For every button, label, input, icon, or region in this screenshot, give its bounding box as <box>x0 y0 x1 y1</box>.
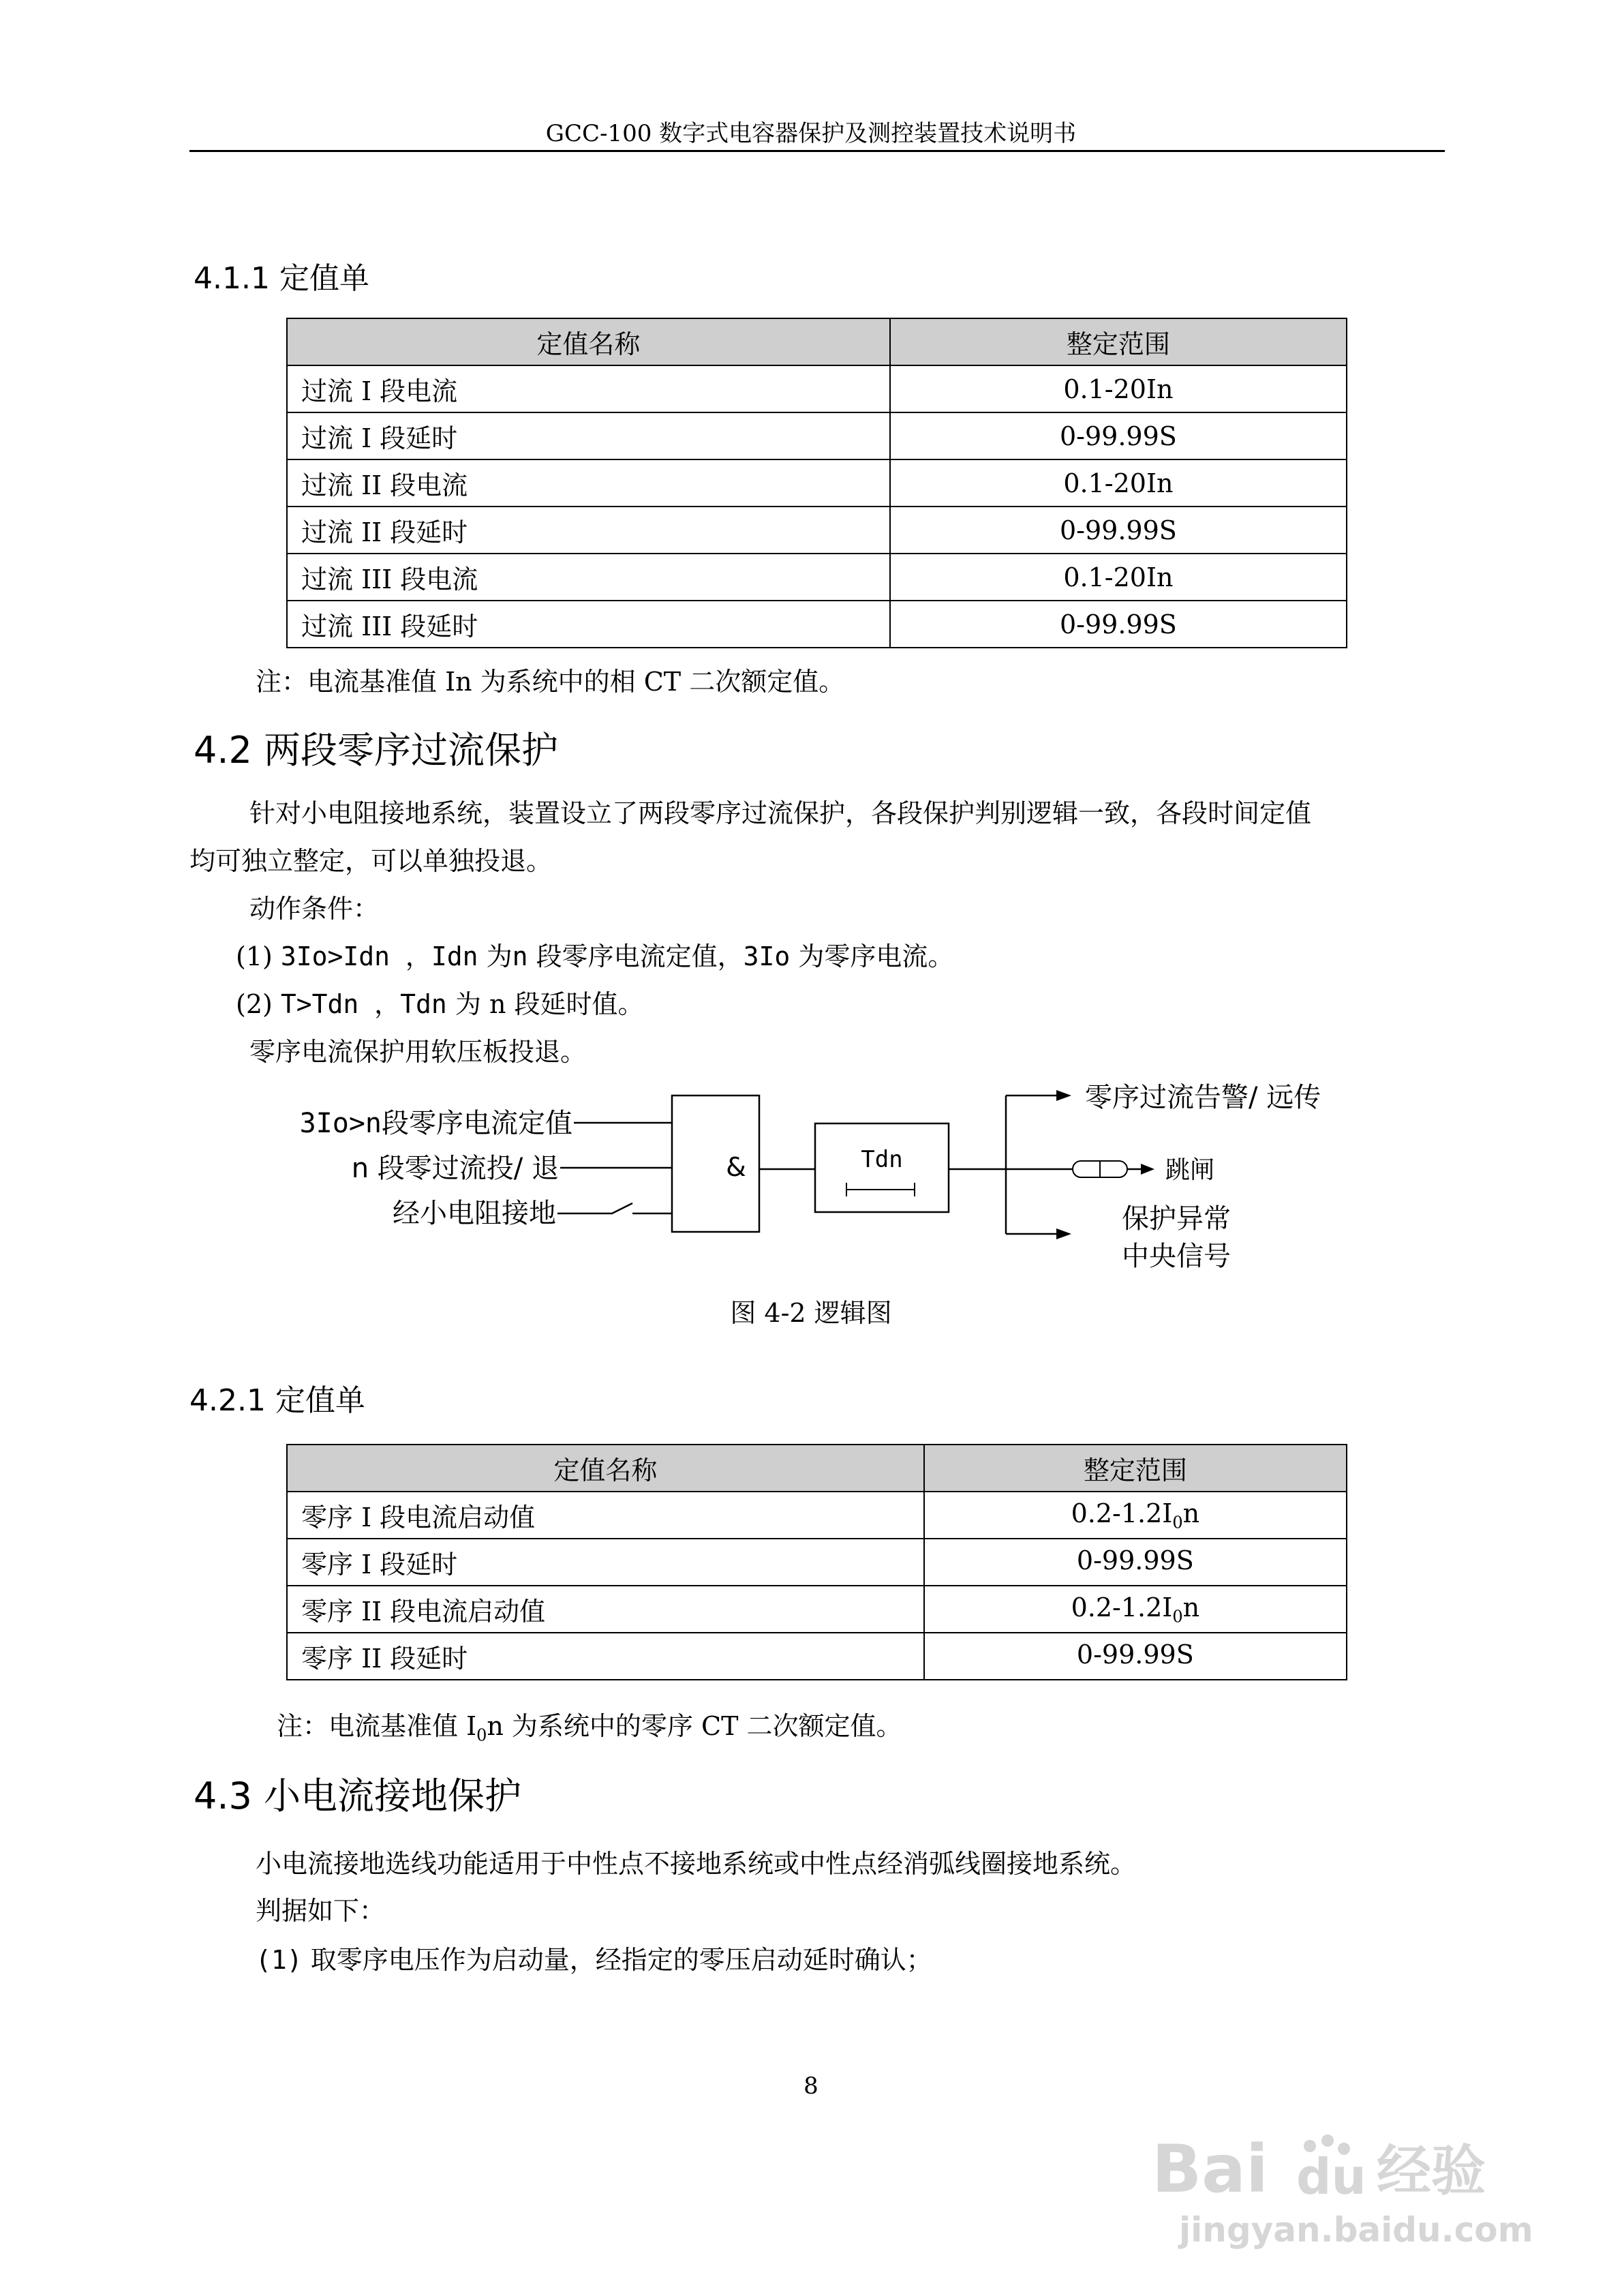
setting-range: 0.1-20In <box>890 554 1347 601</box>
timer-label: Tdn <box>861 1146 903 1173</box>
item-number: (1) <box>256 1945 303 1975</box>
paragraph-line: 小电流接地选线功能适用于中性点不接地系统或中性点经消弧线圈接地系统。 <box>256 1849 1137 1879</box>
condition-text: 为 <box>478 941 512 971</box>
table-row <box>287 412 1347 459</box>
running-header: GCC-100 数字式电容器保护及测控装置技术说明书 <box>545 120 1077 147</box>
setting-range: 0-99.99S <box>890 412 1347 459</box>
switch-contact <box>557 1203 632 1213</box>
svg-text:经验: 经验 <box>1377 2139 1486 2203</box>
logic-diagram <box>259 1081 1363 1285</box>
paragraph-line: 均可独立整定，可以单独投退。 <box>189 846 553 876</box>
criteria-title: 判据如下： <box>256 1896 386 1926</box>
table-row <box>287 1492 1347 1539</box>
table-header-row <box>287 318 1347 365</box>
section-4-3-heading: 4.3 小电流接地保护 <box>194 1774 522 1817</box>
table-header-row <box>287 1445 1347 1492</box>
condition-1 <box>236 941 953 973</box>
table-row <box>287 1539 1347 1586</box>
condition-2 <box>236 989 644 1021</box>
arrow-icon <box>1056 1228 1071 1239</box>
setting-name: 过流 II 段延时 <box>287 507 890 554</box>
setting-name: 过流 III 段电流 <box>287 554 890 601</box>
table-row <box>287 459 1347 507</box>
condition-symbol: 3Io <box>743 941 791 971</box>
setting-name: 零序 I 段电流启动值 <box>287 1492 924 1539</box>
paw-icon <box>1321 2134 1334 2147</box>
setting-name: 过流 III 段延时 <box>287 601 890 648</box>
svg-text:Bai: Bai <box>1152 2131 1268 2207</box>
setting-range: $0.2-1.2I_0n$ <box>924 1586 1347 1633</box>
watermark-url: jingyan.baidu.com <box>1179 2210 1533 2250</box>
setting-name: 过流 II 段电流 <box>287 459 890 507</box>
column-header-range: 整定范围 <box>890 318 1347 365</box>
section-4-2-heading: 4.2 两段零序过流保护 <box>194 729 559 772</box>
figure-caption: 图 4-2 逻辑图 <box>730 1298 892 1328</box>
condition-number: (1) <box>236 941 281 971</box>
setting-range: 0.1-20In <box>890 459 1347 507</box>
setting-range: 0.1-20In <box>890 365 1347 412</box>
column-header-name: 定值名称 <box>287 318 890 365</box>
and-gate-label: & <box>726 1152 746 1182</box>
criteria-item-1 <box>256 1945 932 1976</box>
table-row <box>287 554 1347 601</box>
input-label-resistor-grounding: 经小电阻接地 <box>393 1198 556 1229</box>
section-4-1-1-heading: 4.1.1 定值单 <box>194 261 369 296</box>
column-header-name: 定值名称 <box>287 1445 924 1492</box>
arrow-icon <box>1056 1090 1071 1101</box>
header-rule <box>189 150 1445 152</box>
baidu-jingyan-watermark <box>1152 2120 1561 2256</box>
output-label-trip: 跳闸 <box>1165 1156 1215 1184</box>
item-text: 取零序电压作为启动量，经指定的零压启动延时确认； <box>302 1945 932 1975</box>
condition-text: 段零序电流定值， <box>527 941 744 971</box>
setting-name: 零序 II 段延时 <box>287 1633 924 1680</box>
condition-symbol: n <box>512 941 528 971</box>
setting-range: 0-99.99S <box>890 601 1347 648</box>
table-note-4-2-1: 注：电流基准值 $I_0n$ 为系统中的零序 CT 二次额定值。 <box>277 1711 902 1745</box>
setting-range: 0-99.99S <box>924 1539 1347 1586</box>
setting-name: 零序 II 段电流启动值 <box>287 1586 924 1633</box>
condition-text: 为零序电流。 <box>790 941 954 971</box>
output-label-alarm: 零序过流告警/ 远传 <box>1085 1082 1321 1113</box>
settings-table-4-2-1 <box>286 1444 1347 1680</box>
soft-plate-text: 零序电流保护用软压板投退。 <box>249 1037 587 1067</box>
column-header-range: 整定范围 <box>924 1445 1347 1492</box>
output-label-central-signal: 中央信号 <box>1122 1241 1231 1272</box>
setting-range: 0-99.99S <box>890 507 1347 554</box>
setting-range: $0.2-1.2I_0n$ <box>924 1492 1347 1539</box>
output-label-fault: 保护异常 <box>1122 1203 1231 1235</box>
condition-expression: 3Io>Idn ，Idn <box>280 941 478 971</box>
paragraph-line: 针对小电阻接地系统，装置设立了两段零序过流保护，各段保护判别逻辑一致，各段时间定值 <box>249 798 1312 828</box>
condition-text: 为 n 段延时值。 <box>446 989 644 1019</box>
section-4-2-1-heading: 4.2.1 定值单 <box>189 1383 365 1418</box>
table-row <box>287 601 1347 648</box>
conditions-title: 动作条件： <box>249 894 380 924</box>
table-row <box>287 507 1347 554</box>
page-number: 8 <box>804 2072 818 2100</box>
input-label-zero-seq-current: 3Io>n段零序电流定值 <box>299 1108 572 1139</box>
condition-expression: T>Tdn ，Tdn <box>280 989 447 1019</box>
input-label-enable: n 段零过流投/ 退 <box>351 1153 559 1184</box>
table-row <box>287 365 1347 412</box>
svg-text:du: du <box>1296 2148 1366 2205</box>
table-note-4-1-1: 注：电流基准值 In 为系统中的相 CT 二次额定值。 <box>256 667 845 697</box>
setting-name: 过流 I 段延时 <box>287 412 890 459</box>
settings-table-4-1-1 <box>286 318 1347 648</box>
table-row <box>287 1633 1347 1680</box>
setting-name: 过流 I 段电流 <box>287 365 890 412</box>
setting-name: 零序 I 段延时 <box>287 1539 924 1586</box>
watermark-logo <box>1152 2131 1486 2207</box>
condition-number: (2) <box>236 989 281 1019</box>
arrow-icon <box>1141 1164 1154 1175</box>
setting-range: 0-99.99S <box>924 1633 1347 1680</box>
table-row <box>287 1586 1347 1633</box>
